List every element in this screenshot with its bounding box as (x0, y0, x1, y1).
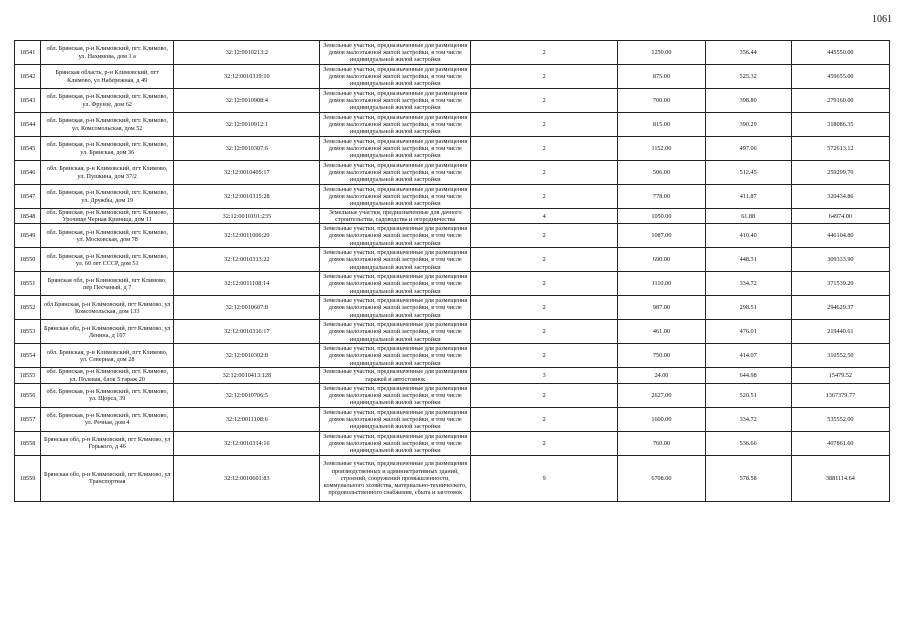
address-cell: обл. Брянская, р-н Климовский, пгт Климово, ул. Северная, дом 28 (41, 344, 174, 368)
land-use-cell: Земельные участки, предназначенные для размещения домов малоэтажной жилой застройки, в том числе индивидуальной жилой застройки (320, 41, 471, 65)
group-cell: 2 (471, 185, 618, 209)
cadastral-value-cell: 279160.00 (791, 89, 889, 113)
table-row (15, 320, 890, 344)
address-cell: обл. Брянская, р-н Климовский, пгт. Климово, ул. Речная, дом 4 (41, 407, 174, 431)
cadastral-number-cell: 32:12:0010302:8 (174, 344, 320, 368)
record-number-cell: 18557 (15, 407, 41, 431)
table-row (15, 224, 890, 248)
address-cell: Брянская обл, р-н Климовский, пгт Климово, ул Транспортная (41, 455, 174, 501)
record-number-cell: 18550 (15, 248, 41, 272)
page-number: 1061 (872, 14, 892, 25)
specific-value-cell: 410.40 (705, 224, 791, 248)
cadastral-value-cell: 572613.12 (791, 137, 889, 161)
address-cell: обл. Брянская, р-н Климовский, пгт. Климово, ул. Комсомольская, дом 52 (41, 113, 174, 137)
record-number-cell: 18554 (15, 344, 41, 368)
group-cell: 2 (471, 296, 618, 320)
land-use-cell: Земельные участки, предназначенные для размещения домов малоэтажной жилой застройки, в том числе индивидуальной жилой застройки (320, 407, 471, 431)
area-cell: 6708.00 (618, 455, 705, 501)
record-number-cell: 18559 (15, 455, 41, 501)
specific-value-cell: 536.66 (705, 431, 791, 455)
cadastral-number-cell: 32:12:0011006:20 (174, 224, 320, 248)
specific-value-cell: 476.01 (705, 320, 791, 344)
specific-value-cell: 497.06 (705, 137, 791, 161)
group-cell: 2 (471, 272, 618, 296)
area-cell: 461.00 (618, 320, 705, 344)
specific-value-cell: 298.51 (705, 296, 791, 320)
area-cell: 1152.00 (618, 137, 705, 161)
land-use-cell: Земельные участки, предназначенные для размещения домов малоэтажной жилой застройки, в том числе индивидуальной жилой застройки (320, 248, 471, 272)
table-row (15, 137, 890, 161)
area-cell: 778.00 (618, 185, 705, 209)
group-cell: 2 (471, 431, 618, 455)
table-row (15, 431, 890, 455)
group-cell: 3 (471, 368, 618, 383)
table-row (15, 383, 890, 407)
cadastral-number-cell: 32:12:0010405:17 (174, 161, 320, 185)
area-cell: 987.00 (618, 296, 705, 320)
cadastral-number-cell: 32:12:0010319:10 (174, 65, 320, 89)
specific-value-cell: 334.72 (705, 272, 791, 296)
cadastral-value-cell: 310552.50 (791, 344, 889, 368)
table-row (15, 407, 890, 431)
specific-value-cell: 525.32 (705, 65, 791, 89)
table-row (15, 161, 890, 185)
address-cell: обл. Брянская, р-н Климовский, пгт. Климово, ул. Брянская, дом 36 (41, 137, 174, 161)
table-row (15, 185, 890, 209)
specific-value-cell: 520.51 (705, 383, 791, 407)
specific-value-cell: 578.58 (705, 455, 791, 501)
land-use-cell: Земельные участки, предназначенные для размещения домов малоэтажной жилой застройки, в том числе индивидуальной жилой застройки (320, 161, 471, 185)
record-number-cell: 18545 (15, 137, 41, 161)
record-number-cell: 18547 (15, 185, 41, 209)
specific-value-cell: 390.29 (705, 113, 791, 137)
area-cell: 875.00 (618, 65, 705, 89)
record-number-cell: 18541 (15, 41, 41, 65)
record-number-cell: 18546 (15, 161, 41, 185)
area-cell: 700.00 (618, 89, 705, 113)
cadastral-number-cell: 32:12:0010213:2 (174, 41, 320, 65)
area-cell: 815.00 (618, 113, 705, 137)
group-cell: 2 (471, 65, 618, 89)
cadastral-value-cell: 309333.90 (791, 248, 889, 272)
area-cell: 1087.00 (618, 224, 705, 248)
specific-value-cell: 414.07 (705, 344, 791, 368)
cadastral-value-cell: 219440.61 (791, 320, 889, 344)
land-use-cell: Земельные участки, предназначенные для размещения домов малоэтажной жилой застройки, в том числе индивидуальной жилой застройки (320, 296, 471, 320)
cadastral-value-cell: 320434.86 (791, 185, 889, 209)
area-cell: 1110.00 (618, 272, 705, 296)
record-number-cell: 18544 (15, 113, 41, 137)
record-number-cell: 18553 (15, 320, 41, 344)
address-cell: Брянская обл, р-н Климовский, пгт Климово, ул Горького, д 46 (41, 431, 174, 455)
table-row (15, 89, 890, 113)
area-cell: 1050.00 (618, 209, 705, 224)
table-row (15, 41, 890, 65)
land-use-cell: Земельные участки, предназначенные для размещения гаражей и автостоянок (320, 368, 471, 383)
cadastral-value-cell: 15479.52 (791, 368, 889, 383)
cadastral-number-cell: 32:12:0011108:6 (174, 407, 320, 431)
table-row (15, 272, 890, 296)
cadastral-value-cell: 318086.35 (791, 113, 889, 137)
specific-value-cell: 356.44 (705, 41, 791, 65)
land-use-cell: Земельные участки, предназначенные для размещения домов малоэтажной жилой застройки, в том числе индивидуальной жилой застройки (320, 431, 471, 455)
record-number-cell: 18548 (15, 209, 41, 224)
address-cell: обл. Брянская, р-н Климовский, пгт Климово, ул. Пушкина, дом 37/2 (41, 161, 174, 185)
cadastral-value-cell: 1367379.77 (791, 383, 889, 407)
cadastral-number-cell: 32:12:0010912:1 (174, 113, 320, 137)
address-cell: Брянская обл, р-н Климовский, пгт Климово, ул Ленина, д 107 (41, 320, 174, 344)
land-use-cell: Земельные участки, предназначенные для размещения домов малоэтажной жилой застройки, в том числе индивидуальной жилой застройки (320, 137, 471, 161)
record-number-cell: 18551 (15, 272, 41, 296)
address-cell: обл. Брянская, р-н Климовский, пгт. Климово, ул. Нахимова, дом 1 а (41, 41, 174, 65)
cadastral-number-cell: 32:12:0010101:235 (174, 209, 320, 224)
cadastral-value-cell: 459655.00 (791, 65, 889, 89)
group-cell: 2 (471, 248, 618, 272)
cadastral-number-cell: 32:12:0010314:16 (174, 431, 320, 455)
group-cell: 2 (471, 137, 618, 161)
land-use-cell: Земельные участки, предназначенные для размещения домов малоэтажной жилой застройки, в том числе индивидуальной жилой застройки (320, 272, 471, 296)
cadastral-number-cell: 32:12:0010601:83 (174, 455, 320, 501)
land-use-cell: Земельные участки, предназначенные для размещения домов малоэтажной жилой застройки, в том числе индивидуальной жилой застройки (320, 344, 471, 368)
area-cell: 760.00 (618, 431, 705, 455)
table-row (15, 368, 890, 383)
table-row (15, 296, 890, 320)
cadastral-number-cell: 32:12:0010908:4 (174, 89, 320, 113)
group-cell: 2 (471, 383, 618, 407)
specific-value-cell: 448.31 (705, 248, 791, 272)
cadastral-value-cell: 445550.00 (791, 41, 889, 65)
specific-value-cell: 61.88 (705, 209, 791, 224)
address-cell: обл. Брянская, р-н Климовский, пгт. Климово, ул. Полевая, блок 5 гараж 20 (41, 368, 174, 383)
record-number-cell: 18555 (15, 368, 41, 383)
land-use-cell: Земельные участки, предназначенные для размещения домов малоэтажной жилой застройки, в том числе индивидуальной жилой застройки (320, 383, 471, 407)
land-use-cell: Земельные участки, предназначенные для размещения производственных и административных зданий, строений, сооружений промышленности, коммунального хозяйства, материально-технического, продовольственного снабжения, сбыта и заготовок (320, 455, 471, 501)
cadastral-value-cell: 3881114.64 (791, 455, 889, 501)
cadastral-value-cell: 64974.00 (791, 209, 889, 224)
area-cell: 506.00 (618, 161, 705, 185)
address-cell: обл. Брянская, р-н Климовский, пгт. Климово, Урочище Черная Криница, дом 11 (41, 209, 174, 224)
cadastral-number-cell: 32:12:0010313:22 (174, 248, 320, 272)
group-cell: 2 (471, 407, 618, 431)
group-cell: 2 (471, 344, 618, 368)
address-cell: обл. Брянская, р-н Климовский, пгт. Климово, ул. Фрунзе, дом 62 (41, 89, 174, 113)
land-use-cell: Земельные участки, предназначенные для размещения домов малоэтажной жилой застройки, в том числе индивидуальной жилой застройки (320, 89, 471, 113)
address-cell: Брянская обл, р-н Климовский, пгт Климово, пер Песчаный, д 7 (41, 272, 174, 296)
record-number-cell: 18543 (15, 89, 41, 113)
record-number-cell: 18542 (15, 65, 41, 89)
land-use-cell: Земельные участки, предназначенные для размещения домов малоэтажной жилой застройки, в том числе индивидуальной жилой застройки (320, 185, 471, 209)
record-number-cell: 18556 (15, 383, 41, 407)
record-number-cell: 18549 (15, 224, 41, 248)
cadastral-value-cell: 294629.37 (791, 296, 889, 320)
address-cell: Брянская область, р-н Климовский, пгт Климово, ул Набережная, д 49 (41, 65, 174, 89)
table-row (15, 248, 890, 272)
table-row (15, 65, 890, 89)
address-cell: обл Брянская, р-н Климовский, пгт Климово, ул Комсомольская, дом 133 (41, 296, 174, 320)
area-cell: 750.00 (618, 344, 705, 368)
group-cell: 2 (471, 224, 618, 248)
address-cell: обл. Брянская, р-н Климовский, пгт. Климово, ул. Щорса, 39 (41, 383, 174, 407)
address-cell: обл. Брянская, р-н Климовский, пгт. Климово, ул. Дружбы, дом 19 (41, 185, 174, 209)
cadastral-number-cell: 32:12:0010315:28 (174, 185, 320, 209)
address-cell: обл. Брянская, р-н Климовский, пгт. Климово, ул. Московская, дом 78 (41, 224, 174, 248)
cadastral-value-cell: 371539.20 (791, 272, 889, 296)
table-row (15, 344, 890, 368)
specific-value-cell: 334.72 (705, 407, 791, 431)
table-row (15, 113, 890, 137)
cadastral-number-cell: 32:12:0010607:8 (174, 296, 320, 320)
area-cell: 24.00 (618, 368, 705, 383)
group-cell: 4 (471, 209, 618, 224)
area-cell: 2627.00 (618, 383, 705, 407)
specific-value-cell: 398.80 (705, 89, 791, 113)
cadastral-number-cell: 32:12:0010706:5 (174, 383, 320, 407)
table-row (15, 209, 890, 224)
table-row (15, 455, 890, 501)
area-cell: 1600.00 (618, 407, 705, 431)
land-use-cell: Земельные участки, предназначенные для размещения домов малоэтажной жилой застройки, в том числе индивидуальной жилой застройки (320, 65, 471, 89)
group-cell: 2 (471, 113, 618, 137)
group-cell: 2 (471, 161, 618, 185)
group-cell: 2 (471, 41, 618, 65)
record-number-cell: 18558 (15, 431, 41, 455)
address-cell: обл. Брянская, р-н Климовский, пгт. Климово, ул. 60 лет СССР, дом 51 (41, 248, 174, 272)
specific-value-cell: 644.98 (705, 368, 791, 383)
land-use-cell: Земельные участки, предназначенные для размещения домов малоэтажной жилой застройки, в том числе индивидуальной жилой застройки (320, 113, 471, 137)
cadastral-value-cell: 407861.60 (791, 431, 889, 455)
land-use-cell: Земельные участки, предназначенные для размещения домов малоэтажной жилой застройки, в том числе индивидуальной жилой застройки (320, 224, 471, 248)
group-cell: 2 (471, 89, 618, 113)
area-cell: 690.00 (618, 248, 705, 272)
land-registry-table (14, 40, 890, 502)
land-use-cell: Земельные участки, предназначенные для дачного строительства, садоводства и огородничества (320, 209, 471, 224)
area-cell: 1250.00 (618, 41, 705, 65)
cadastral-value-cell: 446104.80 (791, 224, 889, 248)
land-use-cell: Земельные участки, предназначенные для размещения домов малоэтажной жилой застройки, в том числе индивидуальной жилой застройки (320, 320, 471, 344)
group-cell: 2 (471, 320, 618, 344)
cadastral-number-cell: 32:12:0011108:14 (174, 272, 320, 296)
cadastral-number-cell: 32:12:0010413:128 (174, 368, 320, 383)
cadastral-number-cell: 32:12:0010316:17 (174, 320, 320, 344)
specific-value-cell: 512.45 (705, 161, 791, 185)
table-body (15, 41, 890, 502)
cadastral-number-cell: 32:12:0010307:6 (174, 137, 320, 161)
record-number-cell: 18552 (15, 296, 41, 320)
cadastral-value-cell: 259299.70 (791, 161, 889, 185)
group-cell: 9 (471, 455, 618, 501)
specific-value-cell: 411.87 (705, 185, 791, 209)
cadastral-value-cell: 535552.00 (791, 407, 889, 431)
